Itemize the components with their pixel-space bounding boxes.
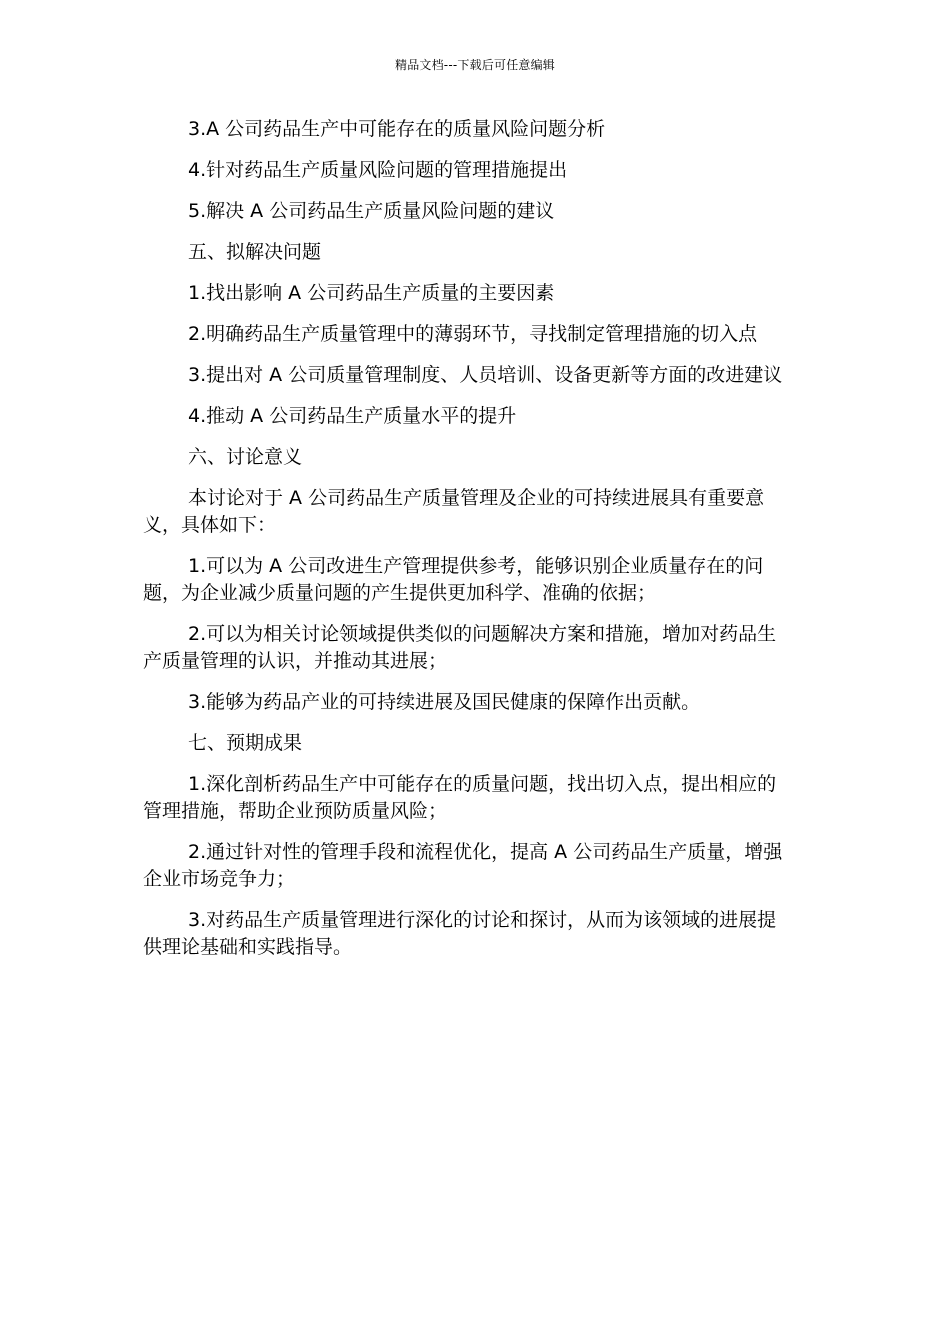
section-heading: 六、讨论意义	[188, 446, 303, 468]
section-heading: 五、拟解决问题	[188, 241, 322, 263]
paragraph: 4.针对药品生产质量风险问题的管理措施提出	[188, 159, 568, 181]
paragraph: 本讨论对于 A 公司药品生产质量管理及企业的可持续进展具有重要意义，具体如下：	[143, 487, 765, 536]
page-header: 精品文档---下载后可任意编辑	[395, 58, 555, 72]
paragraph: 2.通过针对性的管理手段和流程优化，提高 A 公司药品生产质量，增强企业市场竞争力；	[143, 841, 783, 890]
paragraph: 3.A 公司药品生产中可能存在的质量风险问题分析	[188, 118, 606, 140]
section-heading: 七、预期成果	[188, 732, 303, 754]
paragraph: 5.解决 A 公司药品生产质量风险问题的建议	[188, 200, 555, 222]
paragraph: 3.提出对 A 公司质量管理制度、人员培训、设备更新等方面的改进建议	[188, 364, 783, 386]
paragraph: 2.可以为相关讨论领域提供类似的问题解决方案和措施，增加对药品生产质量管理的认识，并推动其进展；	[143, 623, 777, 672]
paragraph: 2.明确药品生产质量管理中的薄弱环节，寻找制定管理措施的切入点	[188, 323, 758, 345]
paragraph: 3.能够为药品产业的可持续进展及国民健康的保障作出贡献。	[188, 691, 701, 713]
paragraph: 1.可以为 A 公司改进生产管理提供参考，能够识别企业质量存在的问题，为企业减少质量问题的产生提供更加科学、准确的依据；	[143, 555, 764, 604]
paragraph: 3.对药品生产质量管理进行深化的讨论和探讨，从而为该领域的进展提供理论基础和实践指导。	[143, 909, 777, 958]
document-body	[143, 116, 793, 975]
paragraph: 4.推动 A 公司药品生产质量水平的提升	[188, 405, 517, 427]
paragraph: 1.找出影响 A 公司药品生产质量的主要因素	[188, 282, 555, 304]
paragraph: 1.深化剖析药品生产中可能存在的质量问题，找出切入点，提出相应的管理措施，帮助企业预防质量风险；	[143, 773, 777, 822]
